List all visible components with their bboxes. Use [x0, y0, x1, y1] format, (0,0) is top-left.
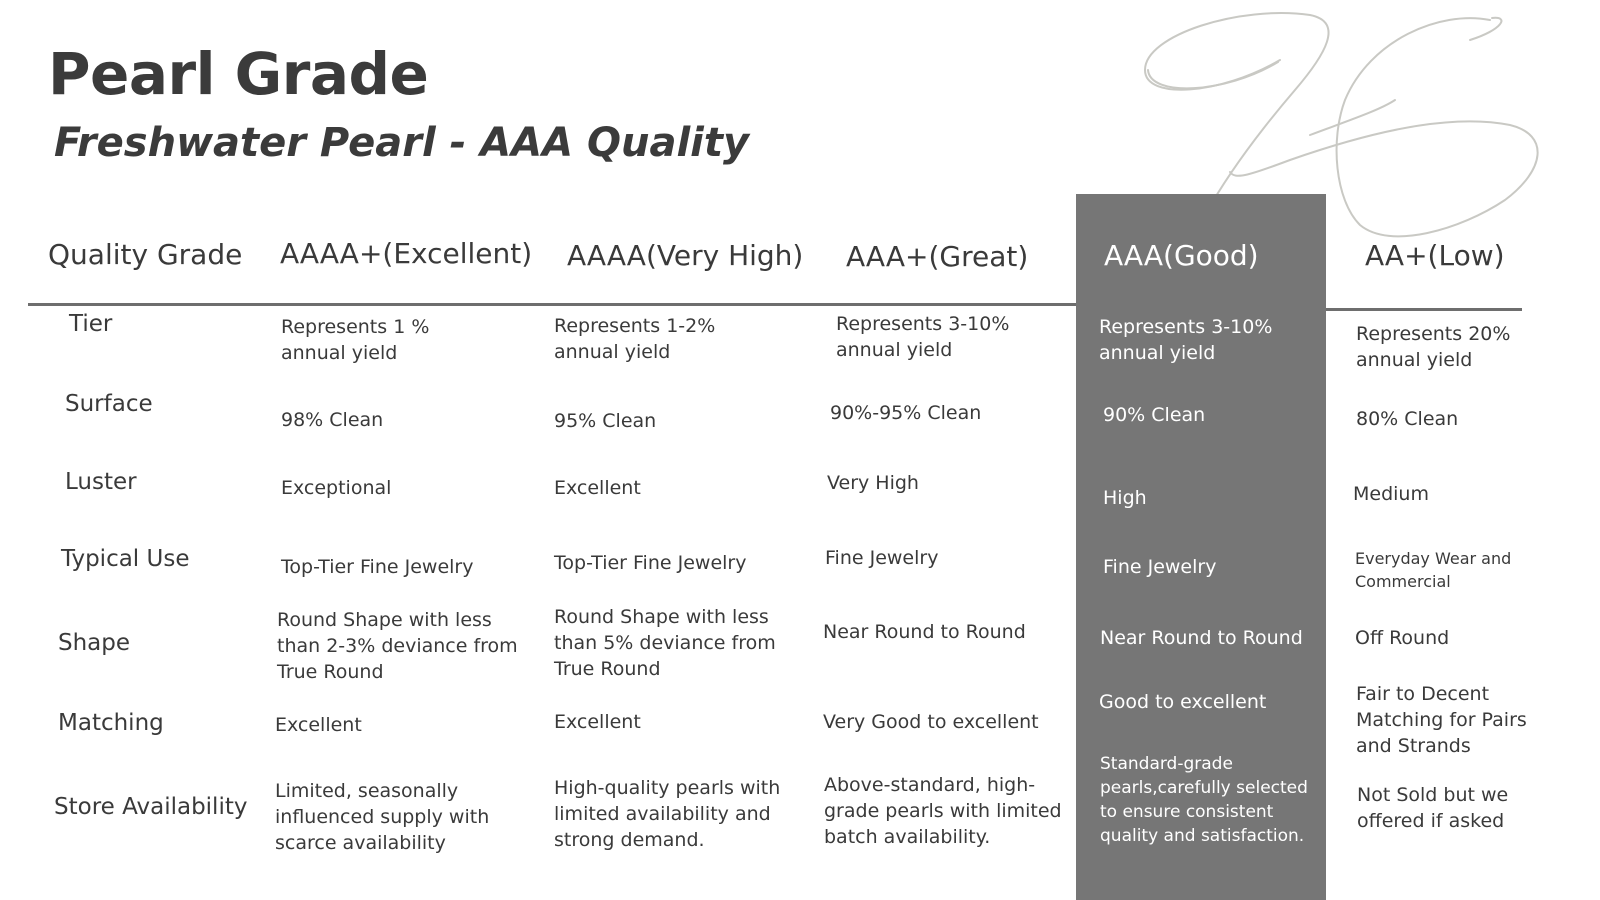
cell-shape-aaa: Near Round to Round: [1100, 627, 1303, 649]
row-label-typical-use: Typical Use: [61, 546, 190, 572]
cell-availability-aa-plus: Not Sold but we offered if asked: [1357, 784, 1509, 832]
row-label-surface: Surface: [65, 391, 153, 417]
page-subtitle: Freshwater Pearl - AAA Quality: [54, 120, 750, 166]
cell-luster-aaaa: Excellent: [554, 477, 641, 499]
header-grade-aaa: AAA(Good): [1104, 239, 1259, 272]
cell-tier-aaa: Represents 3-10% annual yield: [1099, 316, 1273, 364]
cell-use-aaaa-plus: Top-Tier Fine Jewelry: [281, 556, 474, 578]
row-label-tier: Tier: [69, 311, 113, 337]
cell-shape-aaaa-plus: Round Shape with less than 2-3% deviance from True Round: [277, 609, 518, 683]
header-grade-aa-plus: AA+(Low): [1365, 239, 1505, 272]
cell-matching-aaa-plus: Very Good to excellent: [823, 711, 1039, 733]
cell-shape-aa-plus: Off Round: [1355, 627, 1450, 649]
cell-availability-aaaa-plus: Limited, seasonally influenced supply with scarce availability: [275, 780, 490, 854]
header-divider-right: [1326, 308, 1522, 311]
cell-shape-aaa-plus: Near Round to Round: [823, 621, 1026, 643]
row-label-shape: Shape: [58, 630, 131, 656]
cell-tier-aaa-plus: Represents 3-10% annual yield: [836, 313, 1010, 361]
cell-surface-aaaa: 95% Clean: [554, 410, 657, 432]
cell-matching-aa-plus: Fair to Decent Matching for Pairs and Strands: [1356, 683, 1527, 757]
cell-tier-aa-plus: Represents 20% annual yield: [1356, 323, 1511, 371]
cell-matching-aaaa: Excellent: [554, 711, 641, 733]
cell-surface-aaa-plus: 90%-95% Clean: [830, 402, 982, 424]
row-label-store-availability: Store Availability: [54, 794, 248, 820]
cell-luster-aaa-plus: Very High: [827, 472, 919, 494]
cell-use-aaaa: Top-Tier Fine Jewelry: [554, 552, 747, 574]
cell-matching-aaa: Good to excellent: [1099, 691, 1267, 713]
cell-surface-aa-plus: 80% Clean: [1356, 408, 1459, 430]
row-label-luster: Luster: [65, 469, 137, 495]
cell-shape-aaaa: Round Shape with less than 5% deviance from True Round: [554, 606, 776, 680]
row-label-matching: Matching: [58, 710, 164, 736]
cell-availability-aaaa: High-quality pearls with limited availability and strong demand.: [554, 777, 781, 851]
cell-luster-aaa: High: [1103, 487, 1147, 509]
cell-tier-aaaa-plus: Represents 1 % annual yield: [281, 316, 430, 364]
header-grade-aaaa-plus: AAAA+(Excellent): [280, 237, 533, 270]
header-quality-grade: Quality Grade: [48, 238, 243, 271]
header-grade-aaa-plus: AAA+(Great): [846, 240, 1029, 273]
header-divider: [28, 303, 1076, 306]
cell-luster-aaaa-plus: Exceptional: [281, 477, 392, 499]
page-title: Pearl Grade: [48, 40, 429, 108]
cell-use-aaa-plus: Fine Jewelry: [825, 547, 939, 569]
cell-use-aa-plus: Everyday Wear and Commercial: [1355, 549, 1512, 591]
cell-availability-aaa-plus: Above-standard, high-grade pearls with limited batch availability.: [824, 774, 1062, 848]
cell-tier-aaaa: Represents 1-2% annual yield: [554, 315, 716, 363]
cell-availability-aaa: Standard-grade pearls,carefully selected to ensure consistent quality and satisfaction.: [1100, 754, 1308, 846]
cell-matching-aaaa-plus: Excellent: [275, 714, 362, 736]
cell-surface-aaa: 90% Clean: [1103, 404, 1206, 426]
header-grade-aaaa: AAAA(Very High): [567, 239, 804, 272]
cell-luster-aa-plus: Medium: [1353, 483, 1429, 505]
cell-use-aaa: Fine Jewelry: [1103, 556, 1217, 578]
cell-surface-aaaa-plus: 98% Clean: [281, 409, 384, 431]
